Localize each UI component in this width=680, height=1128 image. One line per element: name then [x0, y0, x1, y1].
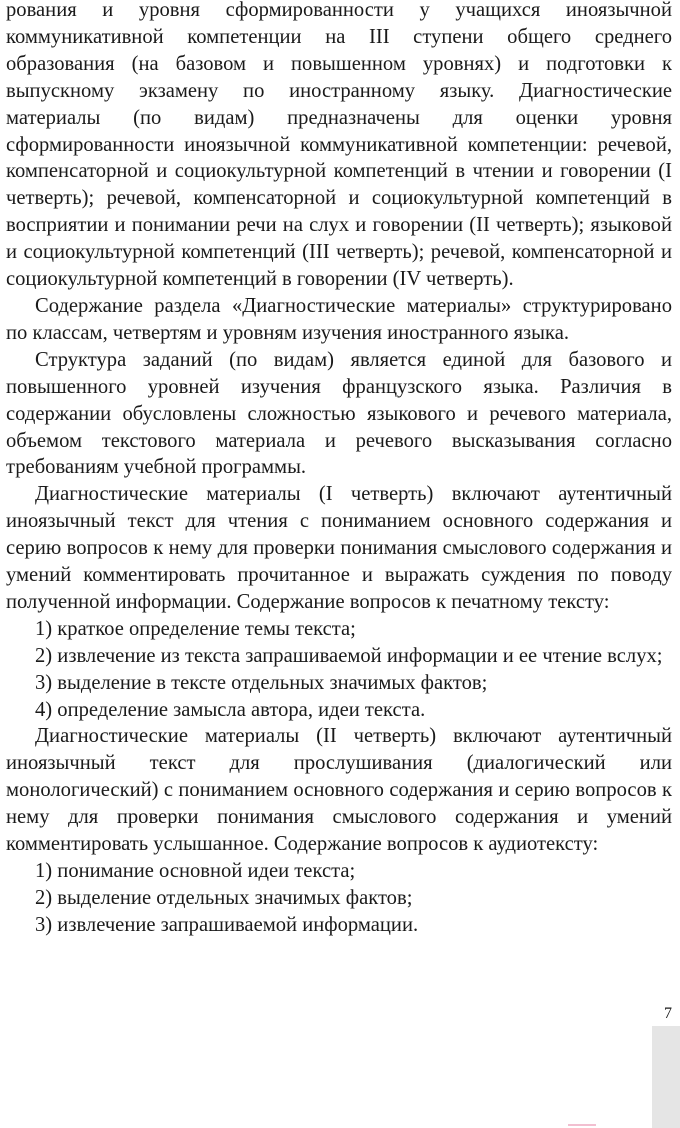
paragraph: Диагностические материалы (I четверть) включают аутентичный иноязычный текст для чтения с пониманием основного содержания и серию вопросов к нему для проверки понимания смыслового содержания и умений комментировать прочитанное и выражать суждения по поводу полученной информации. Содержание вопросов к печатному тексту: [6, 483, 672, 613]
paragraph: Структура заданий (по видам) является единой для базового и повышенного уровней изучения французского языка. Различия в содержании обусловлены сложностью языкового и речевого материала, объемом текстового материала и речевого высказывания согласно требованиям учебной программы. [6, 348, 672, 479]
paragraph: рования и уровня сформированности у учащихся иноязычной коммуникативной компетенции на III ступени общего среднего образования (на базовом и повышенном уровнях) и подготовки к выпускному экзамену по иностранному языку. Диагностические материалы (по видам) предназначены для оценки уровня сформированности иноязычной коммуникативной компетенции: речевой, компенсаторной и социокультурной компетенций в чтении и говорении (I четверть); речевой, компенсаторной и социокультурной компетенций в восприятии и понимании речи на слух и говорении (II четверть); языковой и социокультурной компетенций (III четверть); речевой, компенсаторной и социокультурной компетенций в говорении (IV четверть). [6, 0, 672, 291]
list-item: 1) краткое определение темы текста; [35, 617, 356, 640]
side-tab [652, 1026, 680, 1128]
page-body [6, 0, 672, 939]
list-item: 4) определение замысла автора, идеи текста. [35, 698, 426, 721]
paragraph: Диагностические материалы (II четверть) включают аутентичный иноязычный текст для прослушивания (диалогический или монологический) с пониманием основного содержания и серию вопросов к нему для проверки понимания смыслового содержания и умений комментировать услышанное. Содержание вопросов к аудиотексту: [6, 725, 672, 856]
list-item: 2) извлечение из текста запрашиваемой информации и ее чтение вслух; [35, 644, 663, 667]
list-item: 2) выделение отдельных значимых фактов; [35, 886, 413, 909]
page-number: 7 [664, 1005, 672, 1022]
bottom-mark [568, 1124, 596, 1126]
list-item: 3) выделение в тексте отдельных значимых фактов; [35, 671, 488, 694]
list-item: 1) понимание основной идеи текста; [35, 860, 356, 882]
paragraph: Содержание раздела «Диагностические материалы» структурировано по классам, четвертям и уровням изучения иностранного языка. [6, 294, 672, 344]
list-item: 3) извлечение запрашиваемой информации. [35, 913, 419, 936]
